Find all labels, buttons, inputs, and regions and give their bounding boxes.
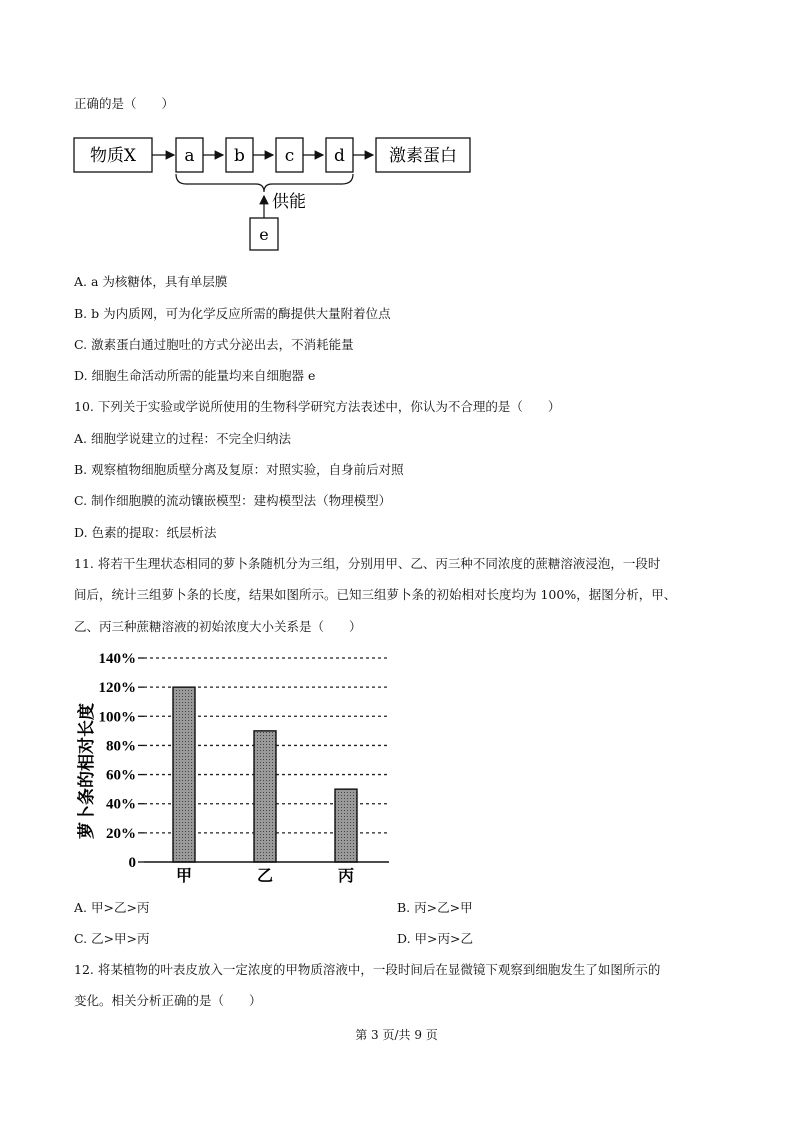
y-tick-label: 120% [98, 680, 136, 697]
y-tick-label: 40% [106, 796, 136, 813]
q10-stem: 10. 下列关于实验或学说所使用的生物科学研究方法表述中，你认为不合理的是（ ） [74, 399, 561, 414]
organelle-flow-diagram [70, 132, 480, 254]
q11-option-d: D. 甲>丙>乙 [397, 931, 473, 946]
page-footer: 第 3 页/共 9 页 [355, 1028, 438, 1042]
step-c-label: c [284, 146, 295, 166]
step-a-label: a [184, 146, 195, 166]
y-tick-label: 0 [128, 855, 136, 871]
bar-3 [335, 789, 357, 862]
step-b-label: b [234, 146, 245, 166]
product-label: 激素蛋白 [389, 146, 457, 166]
q10-option-b: B. 观察植物细胞质壁分离及复原：对照实验，自身前后对照 [74, 462, 404, 477]
q11-option-c: C. 乙>甲>丙 [74, 931, 150, 946]
y-tick-label: 60% [106, 767, 136, 784]
q11-stem-line-2: 间后，统计三组萝卜条的长度，结果如图所示。已知三组萝卜条的初始相对长度均为 100%，据图分析，甲、 [74, 587, 677, 602]
step-e-label: e [259, 225, 269, 244]
y-axis-label: 萝卜条的相对长度 [77, 703, 97, 839]
radish-length-bar-chart [74, 645, 404, 890]
q9-option-c: C. 激素蛋白通过胞吐的方式分泌出去，不消耗能量 [74, 337, 354, 352]
q11-stem-line-3: 乙、丙三种蔗糖溶液的初始浓度大小关系是（ ） [74, 619, 362, 634]
bar-2 [254, 731, 276, 862]
step-d-label: d [334, 146, 345, 166]
q9-option-a: A. a 为核糖体，具有单层膜 [74, 274, 228, 289]
y-tick-label: 20% [106, 825, 136, 842]
q9-stem-end: 正确的是（ ） [74, 96, 175, 111]
q9-option-b: B. b 为内质网，可为化学反应所需的酶提供大量附着位点 [74, 306, 391, 321]
q10-option-d: D. 色素的提取：纸层析法 [74, 525, 217, 540]
q9-option-d: D. 细胞生命活动所需的能量均来自细胞器 e [74, 368, 316, 383]
q12-stem-line-1: 12. 将某植物的叶表皮放入一定浓度的甲物质溶液中，一段时间后在显微镜下观察到细胞发生了如图所示的 [74, 962, 661, 977]
q11-stem-line-1: 11. 将若干生理状态相同的萝卜条随机分为三组，分别用甲、乙、丙三种不同浓度的蔗糖溶液浸泡，一段时 [74, 556, 661, 571]
brace [176, 174, 353, 192]
supply-label: 供能 [272, 192, 306, 212]
bar-1 [173, 687, 195, 862]
y-tick-label: 140% [98, 651, 136, 667]
y-tick-label: 80% [106, 738, 136, 755]
x-category-label: 乙 [256, 866, 274, 885]
q11-option-a: A. 甲>乙>丙 [74, 900, 150, 915]
q10-option-c: C. 制作细胞膜的流动镶嵌模型：建构模型法（物理模型） [74, 493, 392, 508]
x-category-label: 甲 [175, 866, 193, 885]
material-label: 物质X [89, 146, 137, 166]
y-tick-label: 100% [98, 709, 136, 726]
q10-option-a: A. 细胞学说建立的过程：不完全归纳法 [74, 431, 291, 446]
q11-option-b: B. 丙>乙>甲 [397, 900, 473, 915]
x-category-label: 丙 [337, 866, 355, 885]
q12-stem-line-2: 变化。相关分析正确的是（ ） [74, 993, 262, 1008]
